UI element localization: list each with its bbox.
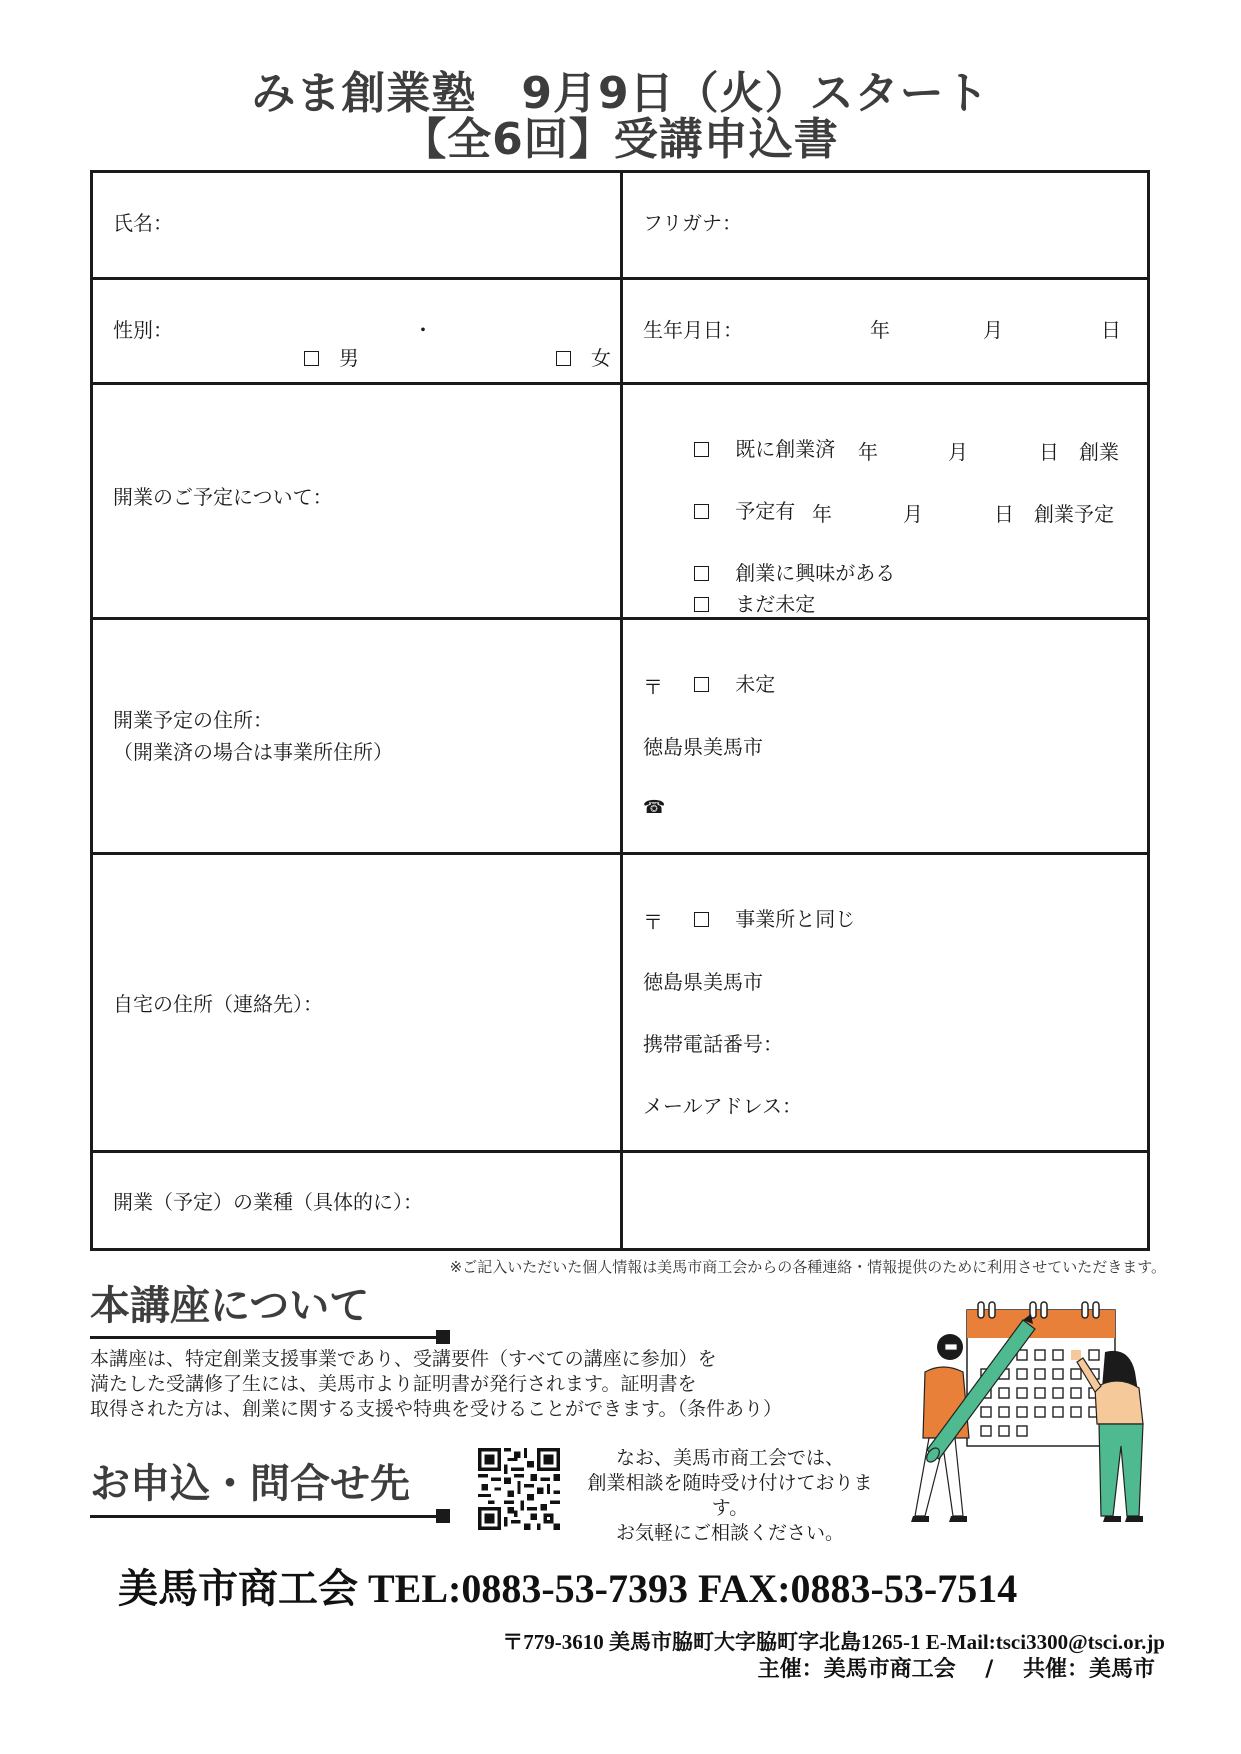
birthdate-cell[interactable] (623, 280, 1147, 382)
planned-checkbox[interactable] (694, 504, 709, 519)
industry-input-cell[interactable] (623, 1153, 1147, 1248)
plan-option-started[interactable]: 既に創業済 (643, 407, 835, 491)
biz-address-undecided-option[interactable]: 未定 (643, 642, 775, 726)
privacy-note: ※ご記入いただいた個人情報は美馬市商工会からの各種連絡・情報提供のために利用させていただきます。 (449, 1258, 1166, 1276)
gender-female-option[interactable]: 女 (505, 316, 611, 400)
birth-day-unit: 日 (1101, 318, 1121, 342)
home-postal-mark: 〒 (643, 910, 663, 934)
apply-underline (90, 1515, 440, 1518)
planned-year-unit: 年 (812, 502, 832, 526)
apply-underline-end (436, 1509, 450, 1523)
consultation-note (570, 1446, 890, 1546)
planned-month-unit: 月 (903, 502, 923, 526)
about-line: 本講座は、特定創業支援事業であり、受講要件（すべての講座に参加）を (90, 1348, 717, 1370)
home-address-label-cell (93, 855, 623, 1150)
industry-label: 開業（予定）の業種（具体的に）： (113, 1190, 423, 1214)
started-checkbox[interactable] (694, 442, 709, 457)
row-gender-birth (93, 277, 1147, 382)
plan-options-cell (623, 385, 1147, 617)
plan-label-cell (93, 385, 623, 617)
name-label: 氏名： (113, 211, 173, 235)
planned-day-suffix: 日 創業予定 (994, 502, 1114, 526)
phone-icon: ☎ (643, 797, 666, 818)
plan-option-interested[interactable]: 創業に興味がある (643, 531, 895, 615)
gender-label: 性別： (113, 318, 173, 342)
sponsor-line: 主催：美馬市商工会 / 共催：美馬市 (757, 1657, 1155, 1682)
plan-option-undecided[interactable]: まだ未定 (643, 562, 815, 646)
about-paragraph (90, 1347, 782, 1422)
row-business-address (93, 617, 1147, 852)
started-day-suffix: 日 創業 (1039, 440, 1119, 464)
biz-address-cell[interactable] (623, 620, 1147, 852)
biz-address-label-cell (93, 620, 623, 852)
home-city: 徳島県美馬市 (643, 970, 763, 994)
row-home-address (93, 852, 1147, 1150)
form-subtitle: 【全6回】受講申込書 (402, 114, 839, 165)
home-address-cell[interactable] (623, 855, 1147, 1150)
same-as-office-option[interactable]: 事業所と同じ (643, 877, 855, 961)
biz-postal-mark: 〒 (643, 675, 663, 699)
consult-line: なお、美馬市商工会では、 (615, 1447, 844, 1469)
qr-code[interactable] (478, 1448, 560, 1530)
email-label: メールアドレス： (643, 1094, 802, 1118)
gender-separator: ・ (413, 318, 433, 342)
industry-label-cell (93, 1153, 623, 1248)
plan-option-planned[interactable]: 予定有 (643, 469, 795, 553)
biz-city: 徳島県美馬市 (643, 735, 763, 759)
biz-address-label: 開業予定の住所： (113, 708, 273, 732)
about-underline (90, 1336, 440, 1339)
female-checkbox[interactable] (556, 351, 571, 366)
biz-undecided-checkbox[interactable] (694, 677, 709, 692)
same-as-office-checkbox[interactable] (694, 912, 709, 927)
male-checkbox[interactable] (304, 351, 319, 366)
birth-year-unit: 年 (870, 318, 890, 342)
started-month-unit: 月 (948, 440, 968, 464)
mobile-label: 携帯電話番号： (643, 1032, 783, 1056)
plan-label: 開業のご予定について： (113, 485, 333, 509)
about-line: 満たした受講修了生には、美馬市より証明書が発行されます。証明書を (90, 1373, 697, 1395)
row-business-plan (93, 382, 1147, 617)
gender-male-option[interactable]: 男 (253, 316, 359, 400)
contact-address-email: 〒779-3610 美馬市脇町大字脇町字北島1265-1 E-Mail:tsci3300@tsci.or.jp (502, 1630, 1165, 1654)
calendar-illustration (905, 1280, 1160, 1525)
name-cell[interactable] (93, 173, 623, 277)
birthdate-label: 生年月日： (643, 318, 743, 342)
row-industry (93, 1150, 1147, 1248)
biz-address-sublabel: （開業済の場合は事業所住所） (113, 740, 393, 764)
home-address-label: 自宅の住所（連絡先）： (113, 992, 323, 1016)
about-heading: 本講座について (90, 1283, 370, 1329)
consult-line: お気軽にご相談ください。 (615, 1522, 844, 1544)
furigana-cell[interactable] (623, 173, 1147, 277)
apply-heading: お申込・問合せ先 (90, 1461, 410, 1507)
application-form (90, 170, 1150, 1251)
undecided-checkbox[interactable] (694, 597, 709, 612)
furigana-label: フリガナ： (643, 211, 742, 235)
consult-line: 創業相談を随時受け付けております。 (587, 1472, 873, 1519)
about-line: 取得された方は、創業に関する支援や特典を受けることができます。（条件あり） (90, 1398, 782, 1420)
contact-phone-fax: 美馬市商工会 TEL:0883-53-7393 FAX:0883-53-7514 (118, 1566, 1018, 1611)
form-title: みま創業塾 9月9日（火）スタート (251, 68, 990, 119)
about-underline-end (436, 1330, 450, 1344)
started-year-unit: 年 (858, 440, 878, 464)
row-name (93, 173, 1147, 277)
birth-month-unit: 月 (983, 318, 1003, 342)
gender-cell (93, 280, 623, 382)
